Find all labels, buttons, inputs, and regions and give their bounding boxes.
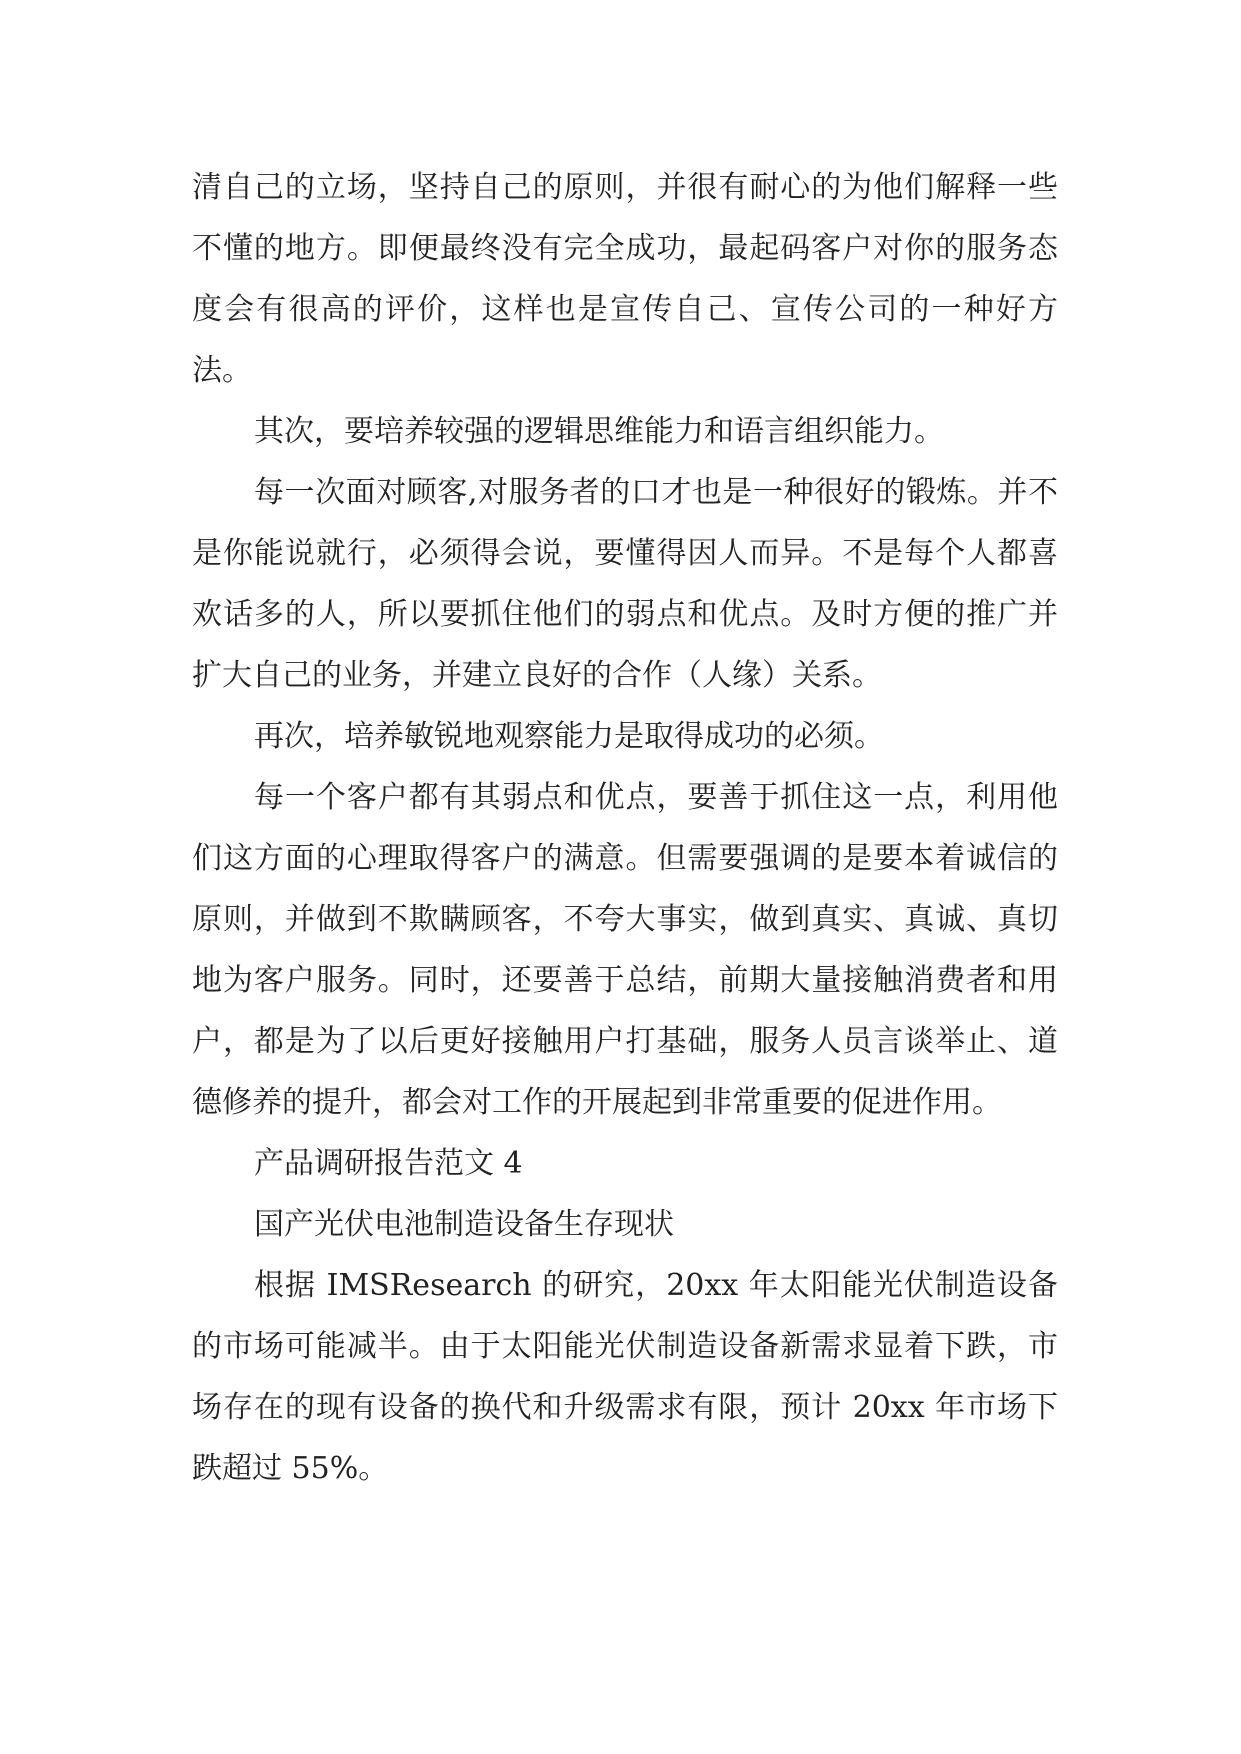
paragraph-communication: 每一次面对顾客,对服务者的口才也是一种很好的锻炼。并不是你能说就行，必须得会说，要懂得因人而异。不是每个人都喜欢话多的人，所以要抓住他们的弱点和优点。及时方便的推广并扩大自己的业务，并建立良好的合作（人缘）关系。 <box>192 475 1058 693</box>
paragraph-logic-ability: 其次，要培养较强的逻辑思维能力和语言组织能力。 <box>254 414 944 449</box>
section-subheading: 国产光伏电池制造设备生存现状 <box>254 1207 674 1242</box>
section-heading-sample-4: 产品调研报告范文 4 <box>254 1146 523 1181</box>
paragraph-customer-strengths: 每一个客户都有其弱点和优点，要善于抓住这一点，利用他们这方面的心理取得客户的满意。但需要强调的是要本着诚信的原则，并做到不欺瞒顾客，不夸大事实，做到真实、真诚、真切地为客户服务。同时，还要善于总结，前期大量接触消费者和用户，都是为了以后更好接触用户打基础，服务人员言谈举止、道德修养的提升，都会对工作的开展起到非常重要的促进作用。 <box>192 780 1058 1120</box>
paragraph-market-research: 根据 IMSResearch 的研究，20xx 年太阳能光伏制造设备的市场可能减半。由于太阳能光伏制造设备新需求显着下跌，市场存在的现有设备的换代和升级需求有限，预计 20xx 年市场下跌超过 55%。 <box>192 1268 1058 1486</box>
paragraph-continuation: 清自己的立场，坚持自己的原则，并很有耐心的为他们解释一些不懂的地方。即便最终没有完全成功，最起码客户对你的服务态度会有很高的评价，这样也是宣传自己、宣传公司的一种好方法。 <box>192 170 1058 388</box>
paragraph-observation-ability: 再次，培养敏锐地观察能力是取得成功的必须。 <box>254 719 884 754</box>
document-page <box>192 157 1058 1499</box>
